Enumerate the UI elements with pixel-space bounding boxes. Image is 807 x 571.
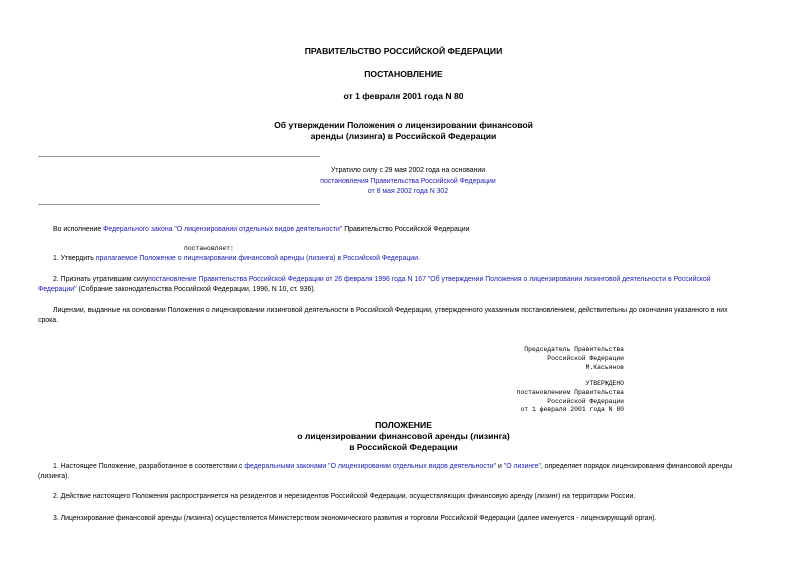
item-2-paragraph: [38, 275, 774, 294]
signature-block: [440, 346, 624, 372]
repeal-decree-date-link[interactable]: от 8 мая 2002 года N 302: [367, 188, 449, 196]
repeal-decree-link[interactable]: постановления Правительства Российской Федерации: [320, 177, 496, 185]
reg-item-1-end: , определяет порядок лицензирования финансовой аренды: [540, 463, 733, 470]
item-1-end: .: [417, 255, 420, 262]
approval-line-4: от 1 февраля 2001 года N 80: [520, 406, 624, 414]
resolves-word: постановляет:: [184, 245, 234, 252]
approved-regulation-link[interactable]: прилагаемое Положение о лицензировании финансовой аренды (лизинга) в Российской Федерации: [95, 255, 418, 262]
reg-item-1-line-2: (лизинга).: [38, 472, 70, 480]
leasing-law-link[interactable]: "О лизинге": [503, 463, 541, 470]
intro-paragraph: [53, 225, 783, 235]
document-title-line-2: аренды (лизинга) в Российской Федерации: [310, 131, 497, 141]
regulation-subtitle-1: о лицензировании финансовой аренды (лизинга): [297, 431, 510, 441]
approval-line-2: постановлением Правительства: [516, 388, 624, 396]
federal-law-link[interactable]: Федерального закона "О лицензировании отдельных видов деятельности": [103, 226, 343, 233]
approval-line-3: Российской Федерации: [547, 397, 624, 405]
divider-top: [38, 156, 320, 157]
signature-country: Российской Федерации: [547, 354, 624, 362]
signature-name: М.Касьянов: [585, 363, 624, 371]
government-name: ПРАВИТЕЛЬСТВО РОССИЙСКОЙ ФЕДЕРАЦИИ: [304, 46, 503, 56]
repeal-note: [282, 166, 534, 198]
repeal-note-line-1: Утратило силу с 29 мая 2002 года на основании: [330, 167, 486, 174]
regulation-title: ПОЛОЖЕНИЕ: [375, 420, 432, 430]
item-1-paragraph: [53, 254, 783, 264]
regulation-item-2: 2. Действие настоящего Положения распространяется на резидентов и нерезидентов Российской Федерации, осуществляющих финансовую аренду (лизинг) на территории России.: [53, 493, 636, 500]
item-2-source: (Собрание законодательства Российской Федерации, 1996, N 10, ст. 936).: [76, 285, 316, 293]
licenses-paragraph: [38, 306, 774, 325]
reg-item-1-text: 1. Настоящее Положение, разработанное в соответствии с: [53, 463, 245, 470]
regulation-subtitle-2: в Российской Федерации: [349, 442, 458, 452]
item-2-text: 2. Признать утратившим силу: [53, 276, 149, 283]
regulation-item-1: [38, 462, 774, 481]
repealed-decree-link[interactable]: постановление Правительства Российской Федерации от 26 февраля 1996 года N 167 "Об утверждении Положения о лицензировании лизинговой деятельности в Российской: [148, 276, 711, 283]
intro-text: Во исполнение: [53, 226, 104, 233]
licenses-line-1: Лицензии, выданные на основании Положения о лицензировании лизинговой деятельности в Российской Федерации, утвержденного указанным постановлением, действительны до окончания указанного в них: [53, 307, 728, 314]
repealed-decree-link-cont[interactable]: Федерации": [38, 285, 77, 293]
item-1-text: 1. Утвердить: [53, 255, 96, 262]
federal-laws-link[interactable]: федеральными законами "О лицензировании отдельных видов деятельности": [244, 463, 497, 470]
document-title-line-1: Об утверждении Положения о лицензировании финансовой: [274, 120, 533, 130]
reg-item-1-and: и: [496, 463, 504, 470]
document-type: ПОСТАНОВЛЕНИЕ: [364, 69, 443, 79]
divider-bottom: [38, 204, 320, 205]
licenses-line-2: срока.: [38, 316, 59, 324]
signature-position: Председатель Правительства: [524, 346, 624, 353]
intro-text-end: Правительство Российской Федерации: [342, 226, 470, 233]
approval-title: УТВЕРЖДЕНО: [585, 380, 624, 387]
approval-stamp: [440, 380, 624, 415]
regulation-item-3: 3. Лицензирование финансовой аренды (лизинга) осуществляется Министерством экономического развития и торговли Российской Федерации (далее именуется - лицензирующий орган).: [53, 515, 657, 522]
document-date-number: от 1 февраля 2001 года N 80: [343, 91, 464, 101]
